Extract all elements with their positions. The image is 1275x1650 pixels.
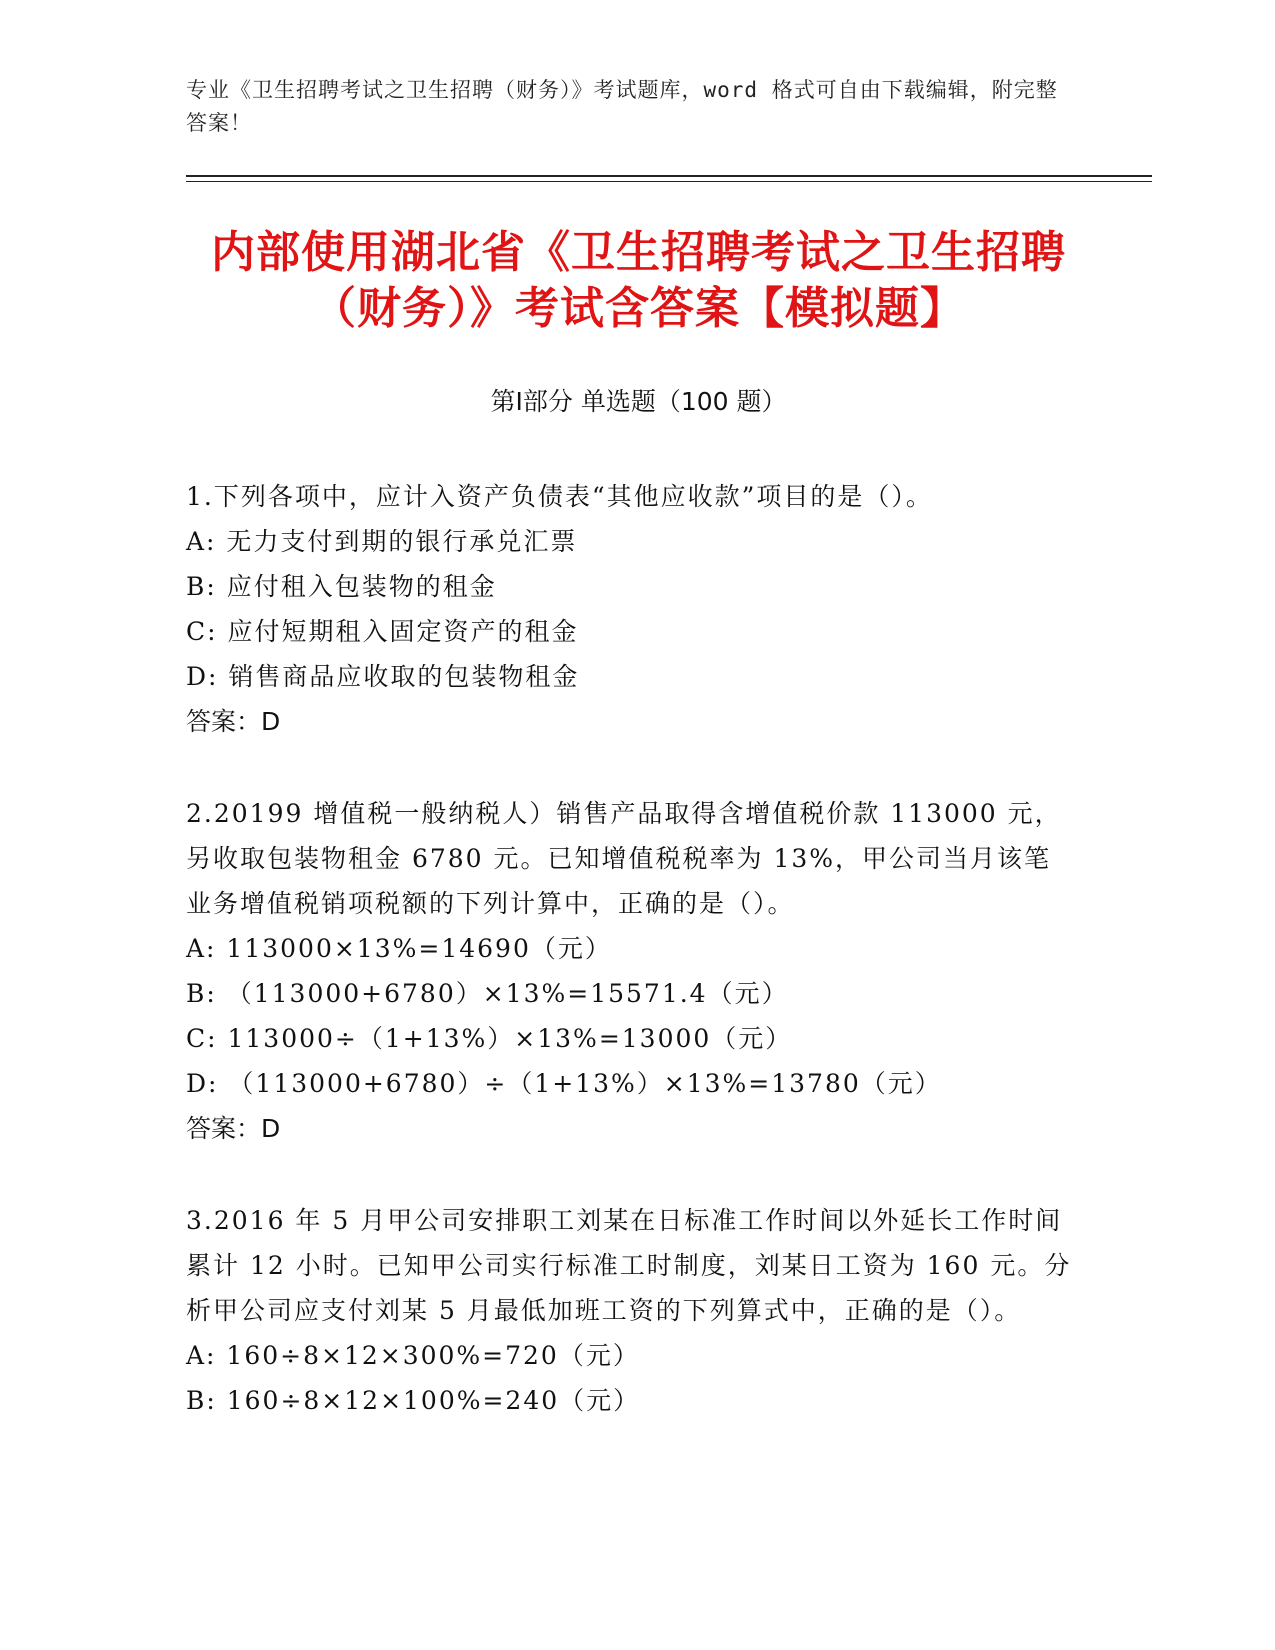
document-title: 内部使用湖北省《卫生招聘考试之卫生招聘（财务）》考试含答案【模拟题】 <box>211 227 1066 334</box>
question-stem: 1.下列各项中，应计入资产负债表“其他应收款”项目的是（）。 <box>186 482 933 511</box>
header-divider-thick <box>186 175 1152 177</box>
question-stem: 3.2016 年 5 月甲公司安排职工刘某在日标准工作时间以外延长工作时间累计 12 小时。已知甲公司实行标准工时制度，刘某日工资为 160 元。分析甲公司应支付刘某 5 月最低加班工资的下列算式中，正确的是（）。 <box>186 1206 1072 1325</box>
option-c: C: 应付短期租入固定资产的租金 <box>186 617 579 646</box>
section-title: 第Ⅰ部分 单选题（100 题） <box>490 387 787 416</box>
option-a: A: 113000×13%=14690（元） <box>186 934 612 963</box>
header-divider-thin <box>186 181 1152 182</box>
header-note: 专业《卫生招聘考试之卫生招聘（财务）》考试题库，word 格式可自由下载编辑，附完整答案！ <box>186 78 1058 135</box>
option-d: D: （113000+6780）÷（1+13%）×13%=13780（元） <box>186 1069 942 1098</box>
option-a: A: 无力支付到期的银行承兑汇票 <box>186 527 578 556</box>
answer: 答案：D <box>186 1114 281 1143</box>
option-a: A: 160÷8×12×300%=720（元） <box>186 1341 640 1370</box>
option-c: C: 113000÷（1+13%）×13%=13000（元） <box>186 1024 793 1053</box>
question-3 <box>186 1198 1076 1423</box>
option-b: B: 应付租入包装物的租金 <box>186 572 497 601</box>
option-d: D: 销售商品应收取的包装物租金 <box>186 662 580 691</box>
question-list <box>186 474 1076 1470</box>
question-1 <box>186 474 1076 744</box>
question-2 <box>186 791 1076 1151</box>
answer: 答案：D <box>186 707 281 736</box>
question-stem: 2.20199 增值税一般纳税人）销售产品取得含增值税价款 113000 元，另收取包装物租金 6780 元。已知增值税税率为 13%，甲公司当月该笔业务增值税销项税额的下列计算中，正确的是（）。 <box>186 799 1062 918</box>
option-b: B: 160÷8×12×100%=240（元） <box>186 1386 641 1415</box>
option-b: B: （113000+6780）×13%=15571.4（元） <box>186 979 789 1008</box>
